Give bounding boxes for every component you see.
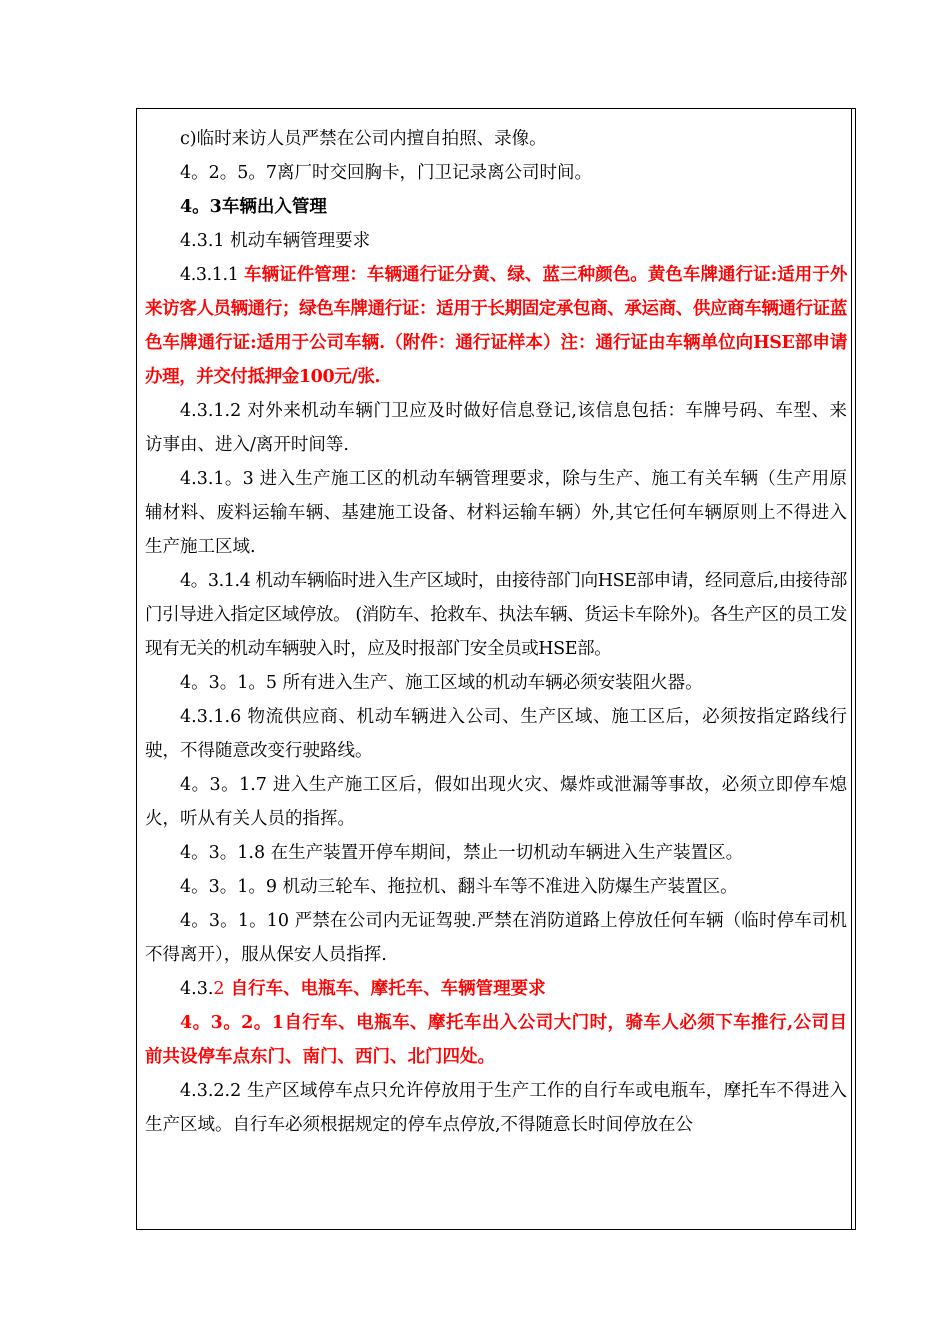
paragraph-prohibited-vehicles: 4。3。1。9 机动三轮车、拖拉机、翻斗车等不准进入防爆生产装置区。 <box>180 877 738 897</box>
paragraph-flame-arrester: 4。3。1。5 所有进入生产、施工区域的机动车辆必须安装阻火器。 <box>180 673 703 693</box>
section-heading-vehicle: 4。3车辆出入管理 <box>180 197 327 217</box>
paragraph-route: 4.3.1.6 物流供应商、机动车辆进入公司、生产区域、施工区后，必须按指定路线行驶，不得随意改变行驶路线。 <box>145 707 847 761</box>
paragraph-no-license: 4。3。1。10 严禁在公司内无证驾驶.严禁在消防道路上停放任何车辆（临时停车司机不得离开），服从保安人员指挥. <box>145 911 847 965</box>
paragraph-startup-shutdown: 4。3。1.8 在生产装置开停车期间，禁止一切机动车辆进入生产装置区。 <box>180 843 744 863</box>
paragraph-vehicle-permit: 4.3.1.1 车辆证件管理：车辆通行证分黄、绿、蓝三种颜色。黄色车牌通行证:适用于外来访客人员辆通行；绿色车牌通行证：适用于长期固定承包商、承运商、供应商车辆通行证蓝色车牌通行证:适用于公司车辆.（附件：通行证样本）注：通行证由车辆单位向HSE部申请办理，并交付抵押金100元/张. <box>145 265 847 387</box>
paragraph-registration: 4.3.1.2 对外来机动车辆门卫应及时做好信息登记,该信息包括：车牌号码、车型、来访事由、进入/离开时间等. <box>145 401 847 455</box>
subheading-motor-vehicle: 4.3.1 机动车辆管理要求 <box>180 231 371 251</box>
document-frame <box>136 108 856 1230</box>
paragraph-parking: 4.3.2.2 生产区域停车点只允许停放用于生产工作的自行车或电瓶车，摩托车不得进入生产区域。自行车必须根据规定的停车点停放,不得随意长时间停放在公 <box>145 1081 847 1135</box>
paragraph-temporary-entry: 4。3.1.4 机动车辆临时进入生产区域时，由接待部门向HSE部申请，经同意后,由接待部门引导进入指定区域停放。 (消防车、抢救车、执法车辆、货运卡车除外)。各生产区的员工发现有无关的机动车辆驶入时，应及时报部门安全员或HSE部。 <box>145 571 848 659</box>
document-body <box>145 122 847 1142</box>
paragraph-visitor-photo: c)临时来访人员严禁在公司内擅自拍照、录像。 <box>180 129 547 149</box>
paragraph-construction-zone: 4.3.1。3 进入生产施工区的机动车辆管理要求，除与生产、施工有关车辆（生产用原辅材料、废料运输车辆、基建施工设备、材料运输车辆）外,其它任何车辆原则上不得进入生产施工区域. <box>145 469 847 557</box>
subheading-bicycle: 4.3.2 自行车、电瓶车、摩托车、车辆管理要求 <box>180 979 546 999</box>
paragraph-badge-return: 4。2。5。7离厂时交回胸卡，门卫记录离公司时间。 <box>180 163 593 183</box>
paragraph-bicycle-gate: 4。3。2。1自行车、电瓶车、摩托车出入公司大门时，骑车人必须下车推行,公司目前共设停车点东门、南门、西门、北门四处。 <box>145 1013 847 1067</box>
paragraph-emergency: 4。3。1.7 进入生产施工区后，假如出现火灾、爆炸或泄漏等事故，必须立即停车熄火，听从有关人员的指挥。 <box>145 775 847 829</box>
